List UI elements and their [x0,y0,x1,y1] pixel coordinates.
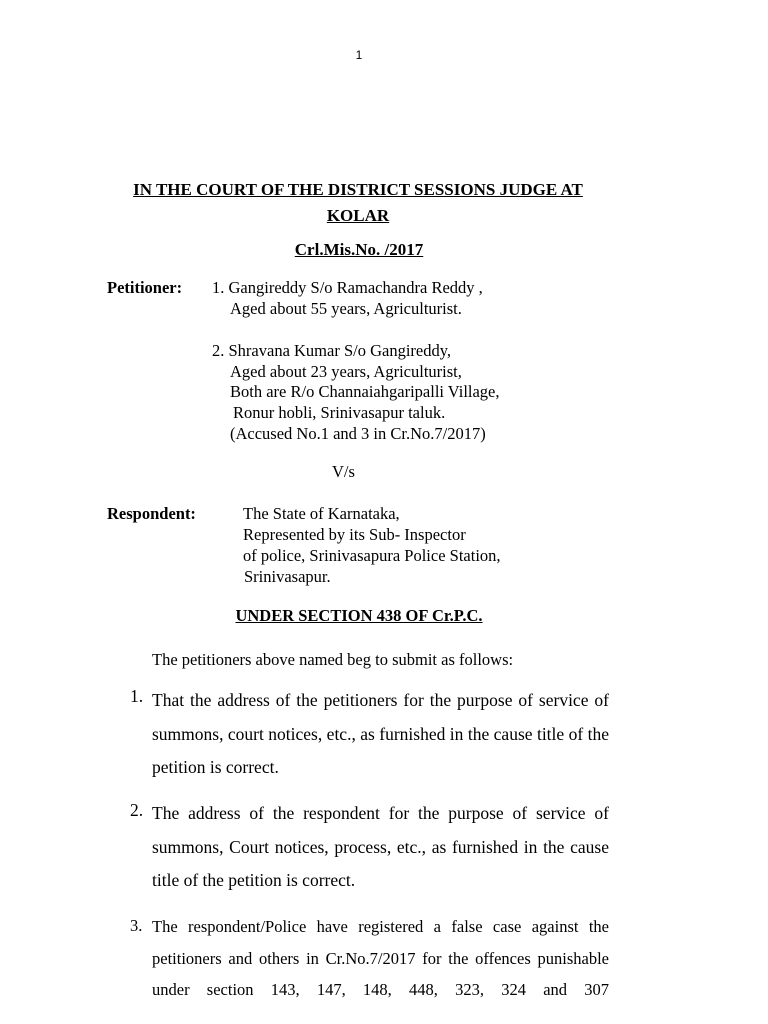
petitioner-2-name: 2. Shravana Kumar S/o Gangireddy, [212,341,452,360]
petitioner-1-details: Aged about 55 years, Agriculturist. [230,299,462,318]
page-number: 1 [355,48,363,62]
respondent-line-3: of police, Srinivasapura Police Station, [243,546,501,565]
paragraph-3-number: 3. [130,916,143,935]
versus: V/s [332,462,355,481]
accused-note: (Accused No.1 and 3 in Cr.No.7/2017) [230,424,486,443]
respondent-line-1: The State of Karnataka, [243,504,400,523]
section-heading: UNDER SECTION 438 OF Cr.P.C. [235,606,483,625]
paragraph-2-text: The address of the respondent for the purpose of service of summons, Court notices, process, etc., as furnished in the cause title of the petition is correct. [152,803,609,890]
petitioner-1-name: 1. Gangireddy S/o Ramachandra Reddy , [212,278,483,297]
petitioner-2-details: Aged about 23 years, Agriculturist, [230,362,462,381]
court-title: IN THE COURT OF THE DISTRICT SESSIONS JUDGE AT KOLAR [133,180,583,225]
paragraph-1-number: 1. [130,686,144,706]
petitioner-hobli: Ronur hobli, Srinivasapur taluk. [233,403,446,422]
intro-text: The petitioners above named beg to submit as follows: [152,650,514,669]
paragraph-3-text: The respondent/Police have registered a false case against the petitioners and others in Cr.No.7/2017 for the offences punishable under section 143, 147, 148, 448, 323, 324 and 307 [152,917,609,999]
paragraph-1-text: That the address of the petitioners for the purpose of service of summons, court notices, etc., as furnished in the cause title of the petition is correct. [152,690,609,777]
respondent-line-2: Represented by its Sub- Inspector [243,525,466,544]
respondent-line-4: Srinivasapur. [244,567,331,586]
petitioner-residence: Both are R/o Channaiahgaripalli Village, [230,382,500,401]
petitioner-label: Petitioner: [107,278,183,297]
case-number: Crl.Mis.No. /2017 [294,240,424,259]
paragraph-2-number: 2. [130,800,144,820]
respondent-label: Respondent: [107,504,196,523]
